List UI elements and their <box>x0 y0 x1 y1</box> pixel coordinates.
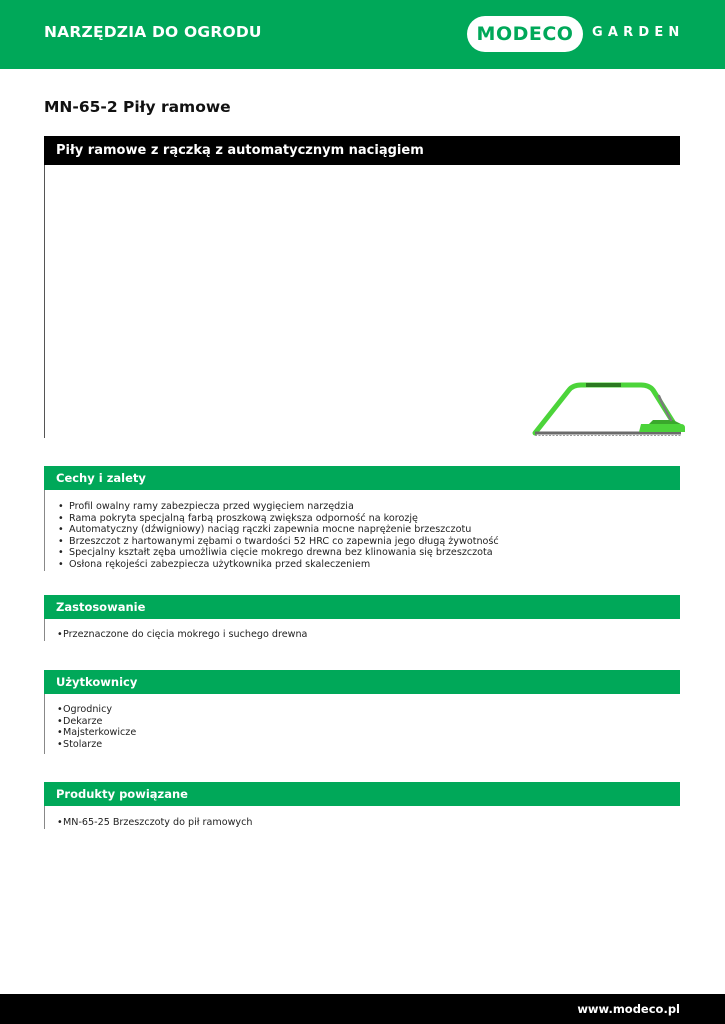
logo-garden-text: GARDEN <box>592 25 685 40</box>
list-item: • Ogrodnicy <box>57 704 680 716</box>
page-header <box>0 0 725 69</box>
features-list <box>45 501 680 571</box>
page-footer <box>0 994 725 1024</box>
related-title: Produkty powiązane <box>56 787 188 801</box>
list-item: • Profil owalny ramy zabezpiecza przed wygięciem narzędzia <box>58 501 680 513</box>
list-item: • Brzeszczot z hartowanymi zębami o twardości 52 HRC co zapewnia jego długą żywotność <box>58 536 680 548</box>
list-item: • Stolarze <box>57 739 680 751</box>
features-list-container <box>44 490 680 571</box>
users-title: Użytkownicy <box>56 675 138 689</box>
related-list <box>45 817 680 829</box>
product-subtitle-bar <box>44 136 680 165</box>
usage-header <box>44 595 680 619</box>
usage-title: Zastosowanie <box>56 600 146 614</box>
list-item: • Automatyczny (dźwigniowy) naciąg rączki zapewnia mocne naprężenie brzeszczotu <box>58 524 680 536</box>
users-list <box>45 704 680 750</box>
usage-list-container <box>44 619 680 641</box>
modeco-logo <box>467 16 583 52</box>
users-header <box>44 670 680 694</box>
usage-list <box>45 629 680 641</box>
logo-word: MODECO <box>476 23 574 45</box>
list-item: • Majsterkowicze <box>57 727 680 739</box>
product-subtitle: Piły ramowe z rączką z automatycznym naciągiem <box>56 143 424 158</box>
product-image-area <box>44 165 681 438</box>
list-item: • MN-65-25 Brzeszczoty do pił ramowych <box>57 817 680 829</box>
features-title: Cechy i zalety <box>56 471 146 485</box>
users-list-container <box>44 694 680 754</box>
list-item: • Osłona rękojeści zabezpiecza użytkownika przed skaleczeniem <box>58 559 680 571</box>
list-item: • Przeznaczone do cięcia mokrego i suchego drewna <box>57 629 680 641</box>
header-title: NARZĘDZIA DO OGRODU <box>44 23 262 41</box>
related-header <box>44 782 680 806</box>
list-item: • Dekarze <box>57 716 680 728</box>
related-list-container <box>44 806 680 829</box>
features-header <box>44 466 680 490</box>
list-item: • Specjalny kształt zęba umożliwia cięcie mokrego drewna bez klinowania się brzeszczota <box>58 547 680 559</box>
footer-url[interactable]: www.modeco.pl <box>577 1002 680 1016</box>
bow-saw-image <box>531 380 686 440</box>
product-title: MN-65-2 Piły ramowe <box>44 98 231 116</box>
list-item: • Rama pokryta specjalną farbą proszkową zwiększa odporność na korozję <box>58 513 680 525</box>
